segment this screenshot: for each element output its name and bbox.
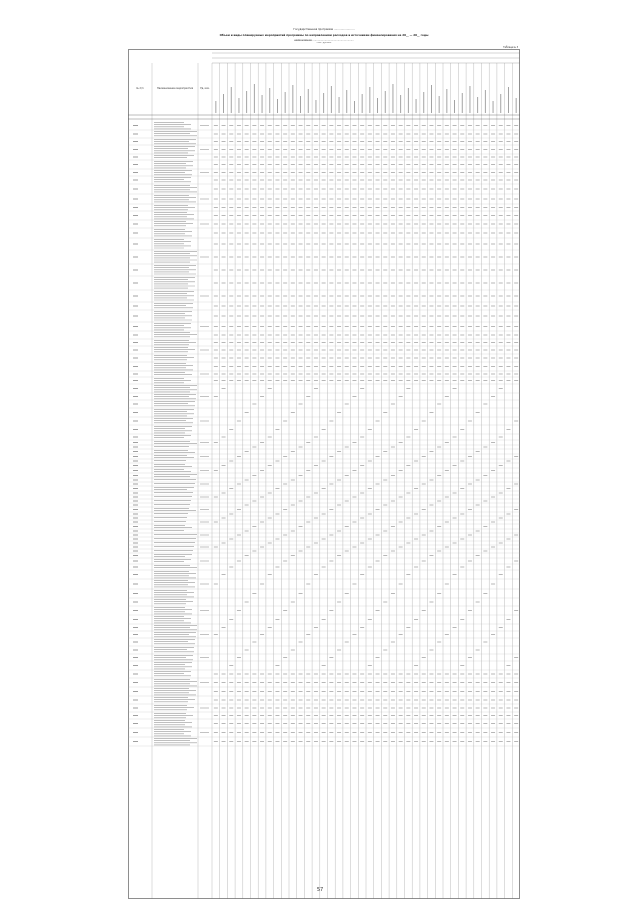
document-subtitle: наименование ……………………………………………… bbox=[294, 39, 354, 42]
page-number: 57 bbox=[316, 887, 324, 893]
document-units-note: (тыс. рублей) bbox=[316, 42, 332, 44]
document-page bbox=[128, 28, 520, 880]
column-header-num: № п/п bbox=[136, 87, 144, 90]
data-table bbox=[128, 49, 520, 907]
table-frame bbox=[129, 50, 520, 899]
column-header-name: Наименование мероприятия bbox=[156, 87, 194, 90]
data-table-grid bbox=[128, 49, 520, 907]
table-reference: Таблица № 3 bbox=[503, 46, 518, 49]
document-heading-line-1: Государственная программа …………………… bbox=[293, 28, 355, 31]
column-header-unit: Ед. изм. bbox=[200, 87, 210, 90]
document-title: Объем и виды планируемых мероприятий программы по направлениям расходов и источникам финансирования на 20__ — 20__ годы bbox=[219, 33, 429, 37]
